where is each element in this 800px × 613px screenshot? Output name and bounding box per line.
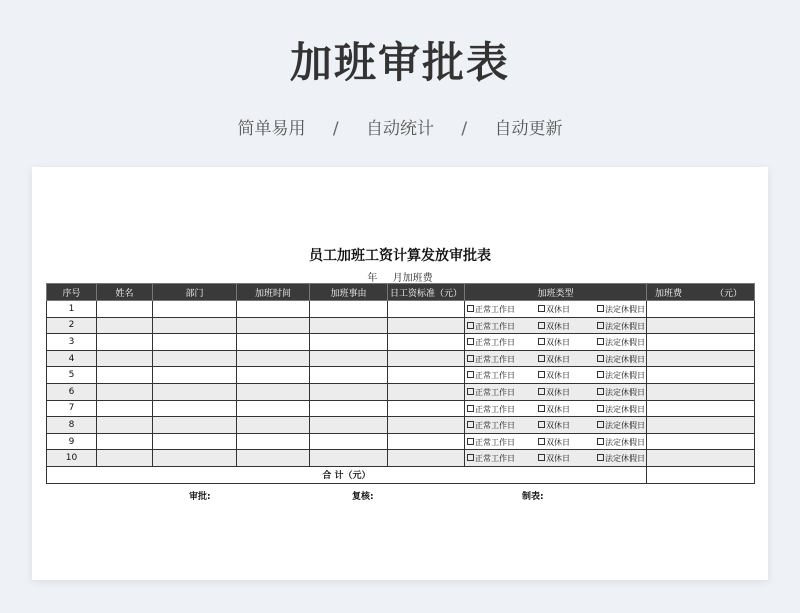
overtime-type-option[interactable] [467, 453, 515, 464]
signature-line [32, 489, 768, 503]
table-row [47, 334, 755, 351]
overtime-type-label: 法定休假日 [605, 321, 645, 331]
overtime-type-label: 正常工作日 [475, 321, 515, 331]
overtime-type-option[interactable] [538, 437, 570, 448]
subtitle-item: 简单易用 [237, 119, 306, 139]
cell-overtime-type [465, 433, 647, 450]
overtime-type-option[interactable] [467, 321, 515, 332]
cell-fee[interactable] [647, 301, 755, 318]
cell-overtime-type [465, 350, 647, 367]
cell-time[interactable] [237, 383, 310, 400]
total-row [47, 466, 755, 483]
overtime-type-label: 正常工作日 [475, 421, 515, 431]
cell-fee[interactable] [647, 350, 755, 367]
cell-fee[interactable] [647, 317, 755, 334]
table-row [47, 317, 755, 334]
cell-reason[interactable] [310, 433, 388, 450]
overtime-type-option[interactable] [467, 304, 515, 315]
subtitle-separator: / [332, 119, 339, 139]
cell-name[interactable] [97, 334, 153, 351]
table-row [47, 400, 755, 417]
cell-department[interactable] [153, 450, 237, 467]
cell-name[interactable] [97, 417, 153, 434]
row-index: 6 [47, 383, 97, 400]
cell-reason[interactable] [310, 367, 388, 384]
cell-fee[interactable] [647, 334, 755, 351]
cell-daily-wage[interactable] [388, 433, 465, 450]
row-index: 3 [47, 334, 97, 351]
form-sheet [32, 167, 768, 580]
checkbox-icon[interactable] [467, 305, 474, 312]
cell-time[interactable] [237, 301, 310, 318]
col-header-index: 序号 [47, 284, 97, 301]
cell-reason[interactable] [310, 383, 388, 400]
overtime-type-option[interactable] [467, 420, 515, 431]
checkbox-icon[interactable] [538, 305, 545, 312]
checkbox-icon[interactable] [467, 421, 474, 428]
cell-department[interactable] [153, 417, 237, 434]
checkbox-icon[interactable] [467, 388, 474, 395]
form-period [32, 269, 768, 284]
checkbox-icon[interactable] [597, 438, 604, 445]
row-index: 4 [47, 350, 97, 367]
overtime-type-option[interactable] [597, 304, 645, 315]
checkbox-icon[interactable] [538, 454, 545, 461]
cell-department[interactable] [153, 350, 237, 367]
checkbox-icon[interactable] [597, 371, 604, 378]
cell-name[interactable] [97, 350, 153, 367]
cell-fee[interactable] [647, 450, 755, 467]
overtime-type-label: 正常工作日 [475, 454, 515, 464]
cell-name[interactable] [97, 383, 153, 400]
overtime-type-option[interactable] [467, 354, 515, 365]
cell-overtime-type [465, 334, 647, 351]
overtime-type-option[interactable] [467, 437, 515, 448]
cell-time[interactable] [237, 433, 310, 450]
overtime-type-option[interactable] [597, 404, 645, 415]
overtime-type-option[interactable] [597, 437, 645, 448]
table-row [47, 367, 755, 384]
checkbox-icon[interactable] [597, 421, 604, 428]
row-index: 8 [47, 417, 97, 434]
cell-fee[interactable] [647, 400, 755, 417]
cell-time[interactable] [237, 417, 310, 434]
overtime-type-label: 法定休假日 [605, 454, 645, 464]
checkbox-icon[interactable] [467, 322, 474, 329]
overtime-type-label: 双休日 [546, 305, 570, 314]
overtime-type-option[interactable] [467, 387, 515, 398]
overtime-type-option[interactable] [538, 404, 570, 415]
cell-fee[interactable] [647, 433, 755, 450]
overtime-type-option[interactable] [538, 453, 570, 464]
cell-daily-wage[interactable] [388, 450, 465, 467]
overtime-type-label: 双休日 [546, 454, 570, 464]
overtime-type-option[interactable] [597, 387, 645, 398]
overtime-type-option[interactable] [597, 453, 645, 464]
overtime-type-label: 双休日 [546, 371, 570, 381]
checkbox-icon[interactable] [538, 438, 545, 445]
col-header-fee-unit: （元） [714, 289, 742, 299]
overtime-type-label: 双休日 [546, 404, 570, 414]
cell-overtime-type [465, 417, 647, 434]
checkbox-icon[interactable] [597, 405, 604, 412]
cell-daily-wage[interactable] [388, 334, 465, 351]
overtime-type-label: 正常工作日 [475, 354, 515, 364]
cell-fee[interactable] [647, 383, 755, 400]
overtime-type-option[interactable] [467, 337, 515, 348]
overtime-type-label: 法定休假日 [605, 354, 645, 364]
subtitle-item: 自动统计 [366, 119, 434, 139]
checkbox-icon[interactable] [538, 338, 545, 345]
col-header-daily-wage: 日工资标准（元） [388, 284, 465, 301]
checkbox-icon[interactable] [538, 388, 545, 395]
overtime-type-label: 双休日 [546, 387, 570, 397]
cell-name[interactable] [97, 317, 153, 334]
cell-reason[interactable] [310, 317, 388, 334]
cell-department[interactable] [153, 301, 237, 318]
overtime-type-label: 法定休假日 [605, 421, 645, 431]
overtime-type-option[interactable] [538, 387, 570, 398]
overtime-type-label: 正常工作日 [475, 437, 515, 447]
col-header-name: 姓名 [97, 284, 153, 301]
cell-fee[interactable] [647, 367, 755, 384]
cell-time[interactable] [237, 334, 310, 351]
cell-reason[interactable] [310, 450, 388, 467]
cell-daily-wage[interactable] [388, 417, 465, 434]
overtime-type-option[interactable] [597, 321, 645, 332]
table-row [47, 301, 755, 318]
checkbox-icon[interactable] [597, 454, 604, 461]
overtime-type-label: 法定休假日 [605, 387, 645, 397]
col-header-fee [647, 284, 755, 301]
col-header-time: 加班时间 [237, 284, 310, 301]
prepare-label: 制表: [522, 492, 544, 502]
overtime-type-label: 法定休假日 [605, 404, 645, 414]
overtime-type-label: 法定休假日 [605, 371, 645, 381]
checkbox-icon[interactable] [597, 305, 604, 312]
cell-time[interactable] [237, 367, 310, 384]
overtime-type-option[interactable] [538, 321, 570, 332]
cell-department[interactable] [153, 334, 237, 351]
cell-department[interactable] [153, 367, 237, 384]
total-value-cell[interactable] [647, 466, 755, 483]
overtime-type-option[interactable] [597, 337, 645, 348]
checkbox-icon[interactable] [538, 405, 545, 412]
cell-name[interactable] [97, 433, 153, 450]
cell-daily-wage[interactable] [388, 350, 465, 367]
cell-reason[interactable] [310, 334, 388, 351]
cell-reason[interactable] [310, 350, 388, 367]
cell-reason[interactable] [310, 400, 388, 417]
overtime-type-option[interactable] [538, 370, 570, 381]
cell-time[interactable] [237, 350, 310, 367]
cell-name[interactable] [97, 400, 153, 417]
table-row [47, 417, 755, 434]
cell-daily-wage[interactable] [388, 301, 465, 318]
overtime-type-option[interactable] [597, 354, 645, 365]
total-label: 合 计（元） [47, 466, 647, 483]
overtime-type-label: 法定休假日 [605, 338, 645, 348]
cell-overtime-type [465, 383, 647, 400]
overtime-type-label: 正常工作日 [475, 305, 515, 314]
table-row [47, 433, 755, 450]
row-index: 7 [47, 400, 97, 417]
checkbox-icon[interactable] [467, 338, 474, 345]
checkbox-icon[interactable] [597, 355, 604, 362]
subtitle-item: 自动更新 [494, 119, 563, 139]
overtime-type-label: 法定休假日 [605, 305, 645, 314]
row-index: 9 [47, 433, 97, 450]
overtime-type-option[interactable] [538, 304, 570, 315]
cell-department[interactable] [153, 433, 237, 450]
overtime-type-label: 法定休假日 [605, 437, 645, 447]
checkbox-icon[interactable] [538, 355, 545, 362]
checkbox-icon[interactable] [538, 371, 545, 378]
checkbox-icon[interactable] [597, 338, 604, 345]
cell-daily-wage[interactable] [388, 367, 465, 384]
checkbox-icon[interactable] [467, 371, 474, 378]
overtime-type-option[interactable] [597, 370, 645, 381]
period-month-label: 月加班费 [392, 273, 433, 284]
col-header-department: 部门 [153, 284, 237, 301]
cell-time[interactable] [237, 400, 310, 417]
cell-overtime-type [465, 450, 647, 467]
period-year-label: 年 [367, 273, 378, 284]
checkbox-icon[interactable] [538, 421, 545, 428]
cell-overtime-type [465, 367, 647, 384]
cell-daily-wage[interactable] [388, 400, 465, 417]
checkbox-icon[interactable] [597, 322, 604, 329]
table-body [47, 301, 755, 467]
overtime-type-label: 双休日 [546, 421, 570, 431]
row-index: 2 [47, 317, 97, 334]
checkbox-icon[interactable] [538, 322, 545, 329]
cell-time[interactable] [237, 317, 310, 334]
checkbox-icon[interactable] [597, 388, 604, 395]
overtime-type-label: 双休日 [546, 354, 570, 364]
overtime-type-option[interactable] [467, 404, 515, 415]
cell-time[interactable] [237, 450, 310, 467]
table-header-row [47, 284, 755, 301]
cell-name[interactable] [97, 301, 153, 318]
overtime-type-label: 正常工作日 [475, 404, 515, 414]
page-title: 加班审批表 [289, 38, 510, 87]
overtime-type-option[interactable] [538, 420, 570, 431]
overtime-type-label: 双休日 [546, 338, 570, 348]
overtime-type-label: 正常工作日 [475, 387, 515, 397]
cell-reason[interactable] [310, 417, 388, 434]
checkbox-icon[interactable] [467, 405, 474, 412]
col-header-reason: 加班事由 [310, 284, 388, 301]
form-title: 员工加班工资计算发放审批表 [309, 248, 491, 264]
cell-department[interactable] [153, 317, 237, 334]
overtime-type-option[interactable] [538, 354, 570, 365]
checkbox-icon[interactable] [467, 438, 474, 445]
cell-overtime-type [465, 301, 647, 318]
cell-department[interactable] [153, 383, 237, 400]
table-row [47, 350, 755, 367]
overtime-type-label: 双休日 [546, 437, 570, 447]
cell-daily-wage[interactable] [388, 317, 465, 334]
page-subtitle [0, 114, 800, 139]
row-index: 10 [47, 450, 97, 467]
row-index: 1 [47, 301, 97, 318]
table-row [47, 450, 755, 467]
subtitle-separator: / [461, 119, 468, 139]
approve-label: 审批: [189, 492, 211, 502]
cell-name[interactable] [97, 450, 153, 467]
overtime-type-option[interactable] [538, 337, 570, 348]
table-row [47, 383, 755, 400]
cell-department[interactable] [153, 400, 237, 417]
overtime-type-option[interactable] [597, 420, 645, 431]
overtime-table [46, 283, 755, 484]
cell-reason[interactable] [310, 301, 388, 318]
cell-overtime-type [465, 317, 647, 334]
overtime-type-label: 正常工作日 [475, 371, 515, 381]
row-index: 5 [47, 367, 97, 384]
cell-fee[interactable] [647, 417, 755, 434]
cell-name[interactable] [97, 367, 153, 384]
checkbox-icon[interactable] [467, 355, 474, 362]
cell-daily-wage[interactable] [388, 383, 465, 400]
col-header-fee-label: 加班费 [655, 288, 683, 299]
overtime-type-label: 双休日 [546, 321, 570, 331]
checkbox-icon[interactable] [467, 454, 474, 461]
cell-overtime-type [465, 400, 647, 417]
col-header-type: 加班类型 [465, 284, 647, 301]
review-label: 复核: [352, 492, 374, 502]
overtime-type-label: 正常工作日 [475, 338, 515, 348]
overtime-type-option[interactable] [467, 370, 515, 381]
